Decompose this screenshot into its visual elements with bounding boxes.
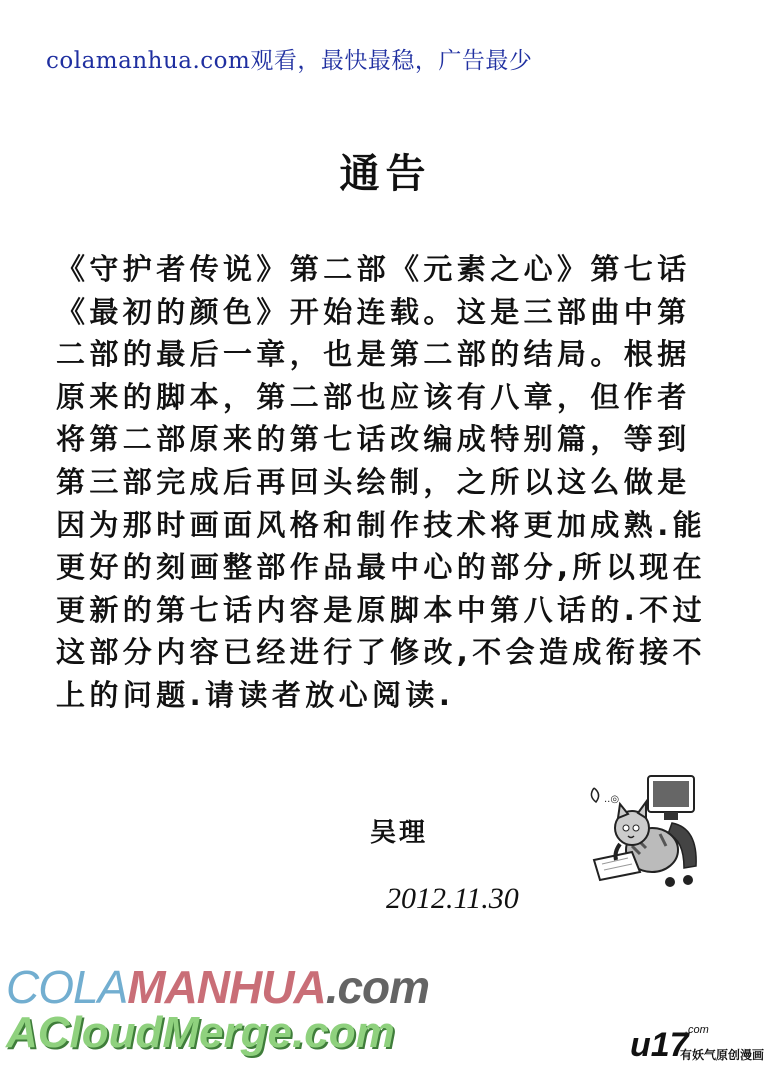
svg-text:..◎: ..◎ [604,794,620,805]
notice-line: 更好的刻画整部作品最中心的部分,所以现在 [56,550,707,585]
notice-line: 二部的最后一章，也是第二部的结局。根据 [56,337,691,372]
author-signature: 吴理 [370,818,429,848]
notice-line: 原来的脚本，第二部也应该有八章，但作者 [56,379,691,414]
notice-line: 将第二部原来的第七话改编成特别篇，等到 [56,422,691,457]
notice-line: 更新的第七话内容是原脚本中第八话的.不过 [56,592,707,627]
notice-line: 因为那时画面风格和制作技术将更加成熟.能 [56,507,707,542]
notice-title: 通告 [339,151,432,197]
u17-logo-slogan: 有妖气原创漫画 [680,1048,765,1062]
notice-line: 上的问题.请读者放心阅读. [56,677,455,712]
u17-logo [630,1024,765,1065]
cat-drawing-at-desk-illustration [580,768,710,888]
u17-logo-dotcom: .com [685,1024,709,1036]
notice-line: 这部分内容已经进行了修改,不会造成衔接不 [56,635,707,670]
u17-logo-text: u17 [630,1026,689,1064]
notice-line: 《守护者传说》第二部《元素之心》第七话 [56,252,691,286]
notice-date: 2012.11.30 [386,882,519,915]
notice-line: 第三部完成后再回头绘制，之所以这么做是 [56,464,691,499]
notice-line: 《最初的颜色》开始连载。这是三部曲中第 [56,294,691,329]
site-banner-link[interactable]: colamanhua.com观看，最快最稳，广告最少 [46,48,533,74]
notice-body [56,248,716,717]
colamanhua-watermark: COLAMANHUA.com [6,961,430,1013]
acloudmerge-watermark: ACloudMerge.com [6,1008,395,1057]
